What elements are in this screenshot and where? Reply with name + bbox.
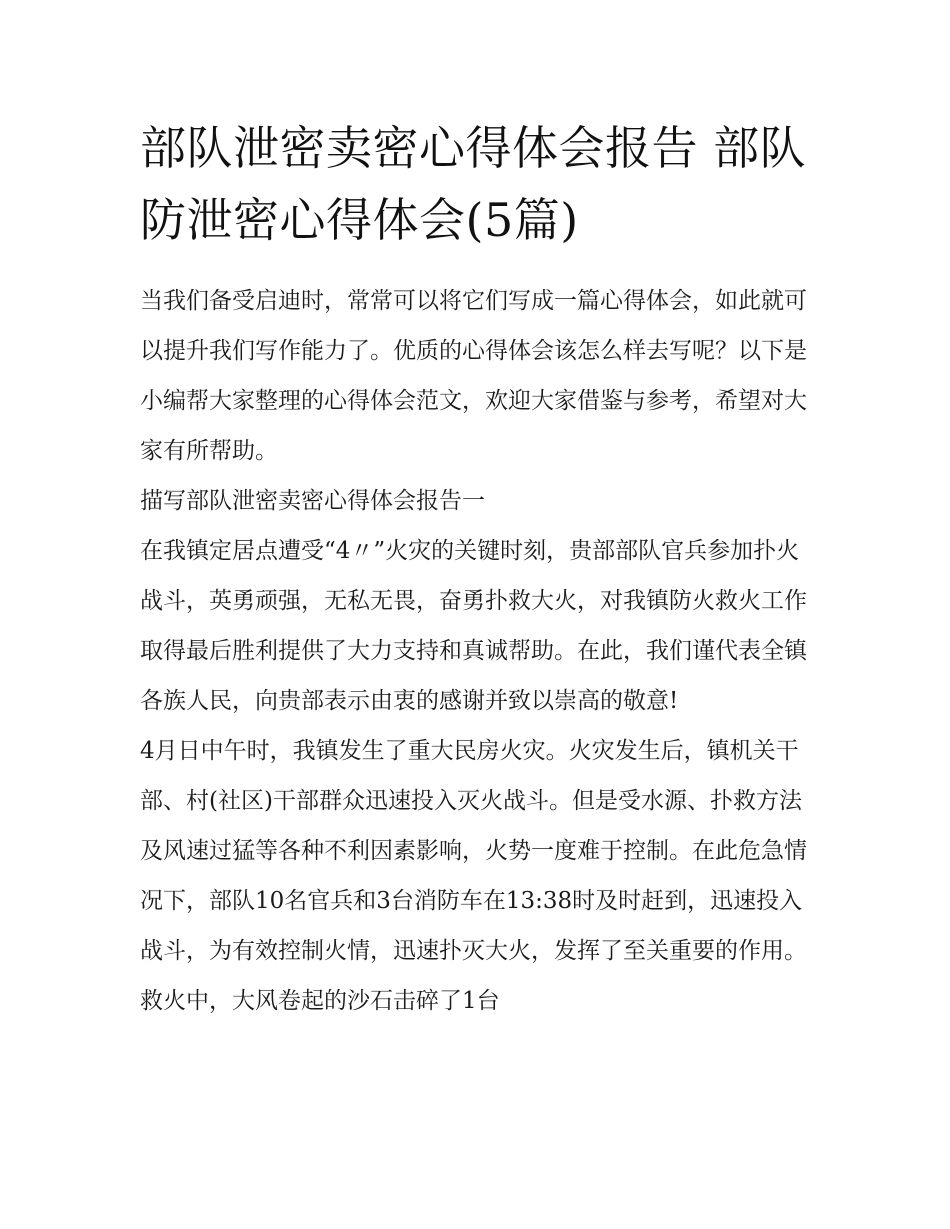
section-heading: 描写部队泄密卖密心得体会报告一 xyxy=(140,488,485,514)
document-page xyxy=(140,112,812,1026)
body-paragraph-1: 在我镇定居点遭受“4〃”火灾的关键时刻，贵部部队官兵参加扑火战斗，英勇顽强，无私无畏，奋勇扑救大火，对我镇防火救火工作取得最后胜利提供了大力支持和真诚帮助。在此，我们谨代表全镇各族人民，向贵部表示由衷的感谢并致以崇高的敬意! xyxy=(140,538,807,714)
body-paragraph-2: 4月日中午时，我镇发生了重大民房火灾。火灾发生后，镇机关干部、村(社区)干部群众迅速投入灭火战斗。但是受水源、扑救方法及风速过猛等各种不利因素影响，火势一度难于控制。在此危急情况下，部队10名官兵和3台消防车在13:38时及时赶到，迅速投入战斗，为有效控制火情，迅速扑灭大火，发挥了至关重要的作用。救火中，大风卷起的沙石击碎了1台 xyxy=(140,738,807,1014)
intro-paragraph: 当我们备受启迪时，常常可以将它们写成一篇心得体会，如此就可以提升我们写作能力了。优质的心得体会该怎么样去写呢？以下是小编帮大家整理的心得体会范文，欢迎大家借鉴与参考，希望对大家有所帮助。 xyxy=(140,288,807,464)
document-title: 部队泄密卖密心得体会报告 部队防泄密心得体会(5篇) xyxy=(140,121,807,247)
